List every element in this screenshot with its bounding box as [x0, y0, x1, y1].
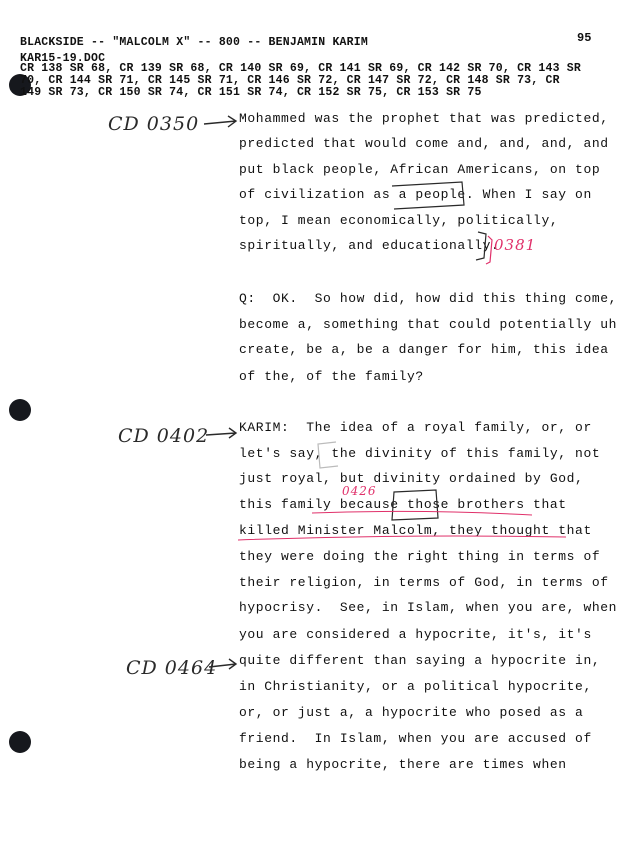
body-line: predicted that would come and, and, and, and [239, 136, 609, 151]
body-line: hypocrisy. See, in Islam, when you are, when [239, 600, 618, 615]
body-line: Mohammed was the prophet that was predicted, [239, 111, 609, 126]
arrow-icon [204, 116, 236, 127]
handwritten-timecode-red: 0381 [494, 236, 537, 254]
body-line: in Christianity, or a political hypocrite, [239, 679, 592, 694]
body-line: Q: OK. So how did, how did this thing come, [239, 291, 618, 306]
body-line: friend. In Islam, when you are accused of [239, 731, 592, 746]
body-line: KARIM: The idea of a royal family, or, or [239, 420, 592, 435]
handwritten-timecode-red: 0426 [342, 484, 377, 498]
body-line: or, or just a, a hypocrite who posed as a [239, 705, 584, 720]
handwritten-timecode: CD 0350 [108, 113, 200, 135]
body-line: top, I mean economically, politically, [239, 213, 559, 228]
handwritten-timecode: CD 0464 [126, 657, 218, 679]
body-line: become a, something that could potentially uh [239, 317, 618, 332]
body-line: they were doing the right thing in terms of [239, 549, 601, 564]
body-line: spiritually, and educationally. [239, 238, 500, 253]
body-line: being a hypocrite, there are times when [239, 757, 567, 772]
body-line: this family because those brothers that [239, 497, 567, 512]
body-line: killed Minister Malcolm, they thought that [239, 523, 592, 538]
body-line: their religion, in terms of God, in terms of [239, 575, 609, 590]
body-line: let's say, the divinity of this family, not [239, 446, 601, 461]
punch-hole-bottom [9, 731, 31, 753]
header-file-line: KAR15-19.DOC [20, 52, 106, 65]
body-line: put black people, African Americans, on top [239, 162, 601, 177]
header-roll-line-3: 149 SR 73, CR 150 SR 74, CR 151 SR 74, CR 152 SR 75, CR 153 SR 75 [20, 86, 482, 99]
page-number: 95 [577, 31, 592, 45]
body-line: create, be a, be a danger for him, this idea [239, 342, 609, 357]
arrow-icon [206, 428, 236, 438]
header-roll-line-2: 70, CR 144 SR 71, CR 145 SR 71, CR 146 SR 72, CR 147 SR 72, CR 148 SR 73, CR [20, 74, 560, 87]
header-roll-line-1: CR 138 SR 68, CR 139 SR 68, CR 140 SR 69, CR 141 SR 69, CR 142 SR 70, CR 143 SR [20, 62, 581, 75]
punch-hole-middle [9, 399, 31, 421]
header-title-line: BLACKSIDE -- "MALCOLM X" -- 800 -- BENJAMIN KARIM [20, 36, 368, 49]
body-line: of the, of the family? [239, 369, 424, 384]
body-line: of civilization as a people. When I say on [239, 187, 592, 202]
body-line: quite different than saying a hypocrite in, [239, 653, 601, 668]
handwritten-timecode: CD 0402 [118, 425, 210, 447]
body-line: you are considered a hypocrite, it's, it's [239, 627, 592, 642]
body-line: just royal, but divinity ordained by God, [239, 471, 584, 486]
